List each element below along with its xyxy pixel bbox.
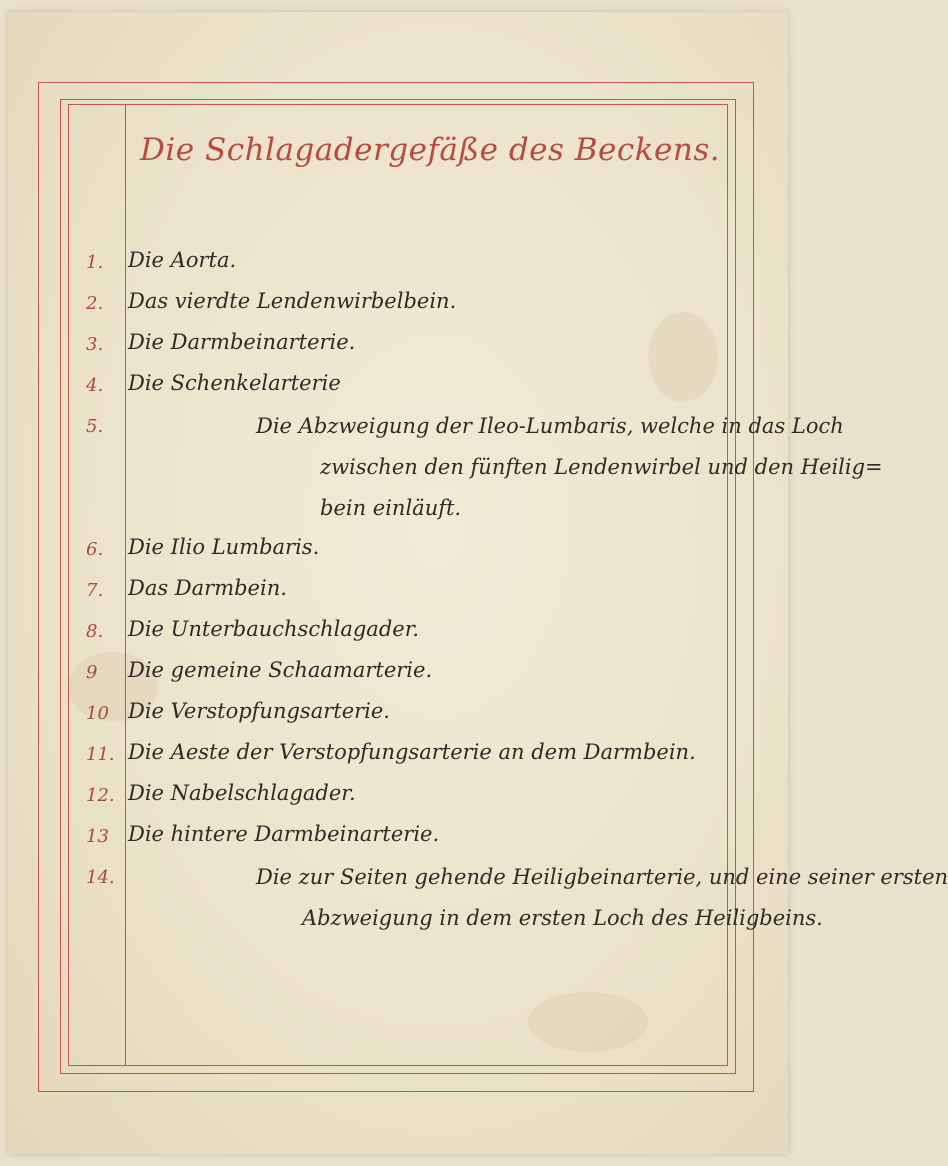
list-item [0, 615, 800, 656]
entry-text [128, 248, 236, 272]
entry-number: 8. [86, 621, 104, 642]
list-item [0, 533, 800, 574]
entry-text [128, 822, 439, 846]
list-item [0, 656, 800, 697]
list-item [0, 574, 800, 615]
entry-continuation-line: Abzweigung in dem ersten Loch des Heiligbeins. [302, 906, 823, 930]
entry-number: 10 [86, 703, 109, 724]
entry-line: Die hintere Darmbeinarterie. [128, 822, 440, 846]
entry-number: 14. [86, 867, 115, 888]
entry-line: Die Ilio Lumbaris. [128, 535, 320, 559]
entry-text [128, 289, 456, 313]
entry-line: Die Verstopfungsarterie. [128, 699, 390, 723]
entry-text [128, 699, 390, 723]
entry-line: Die Nabelschlagader. [128, 781, 356, 805]
list-item [0, 328, 800, 369]
entry-number: 12. [86, 785, 115, 806]
entry-line: Die Darmbeinarterie. [128, 330, 356, 354]
entry-number: 7. [86, 580, 104, 601]
entry-text [128, 658, 432, 682]
list-item [0, 410, 883, 533]
entry-line: Die Abzweigung der Ileo-Lumbaris, welche in das Loch [256, 414, 844, 438]
entry-text [128, 371, 341, 395]
entry-text [256, 406, 928, 529]
entry-number: 3. [86, 334, 104, 355]
entry-text [128, 781, 356, 805]
entry-number: 9 [86, 662, 98, 683]
entry-number: 11. [86, 744, 115, 765]
entry-line: Das vierdte Lendenwirbelbein. [128, 289, 457, 313]
entry-number: 4. [86, 375, 104, 396]
entry-number: 13 [86, 826, 109, 847]
entry-line: Das Darmbein. [128, 576, 287, 600]
list-item [0, 820, 800, 861]
page-title: Die Schlagadergefäße des Beckens. [140, 132, 721, 168]
entry-line: Die Aeste der Verstopfungsarterie an dem Darmbein. [128, 740, 696, 764]
entry-number: 2. [86, 293, 104, 314]
entry-number: 1. [86, 252, 104, 273]
list-item [0, 287, 800, 328]
list-item [0, 861, 948, 943]
entry-line: Die Schenkelarterie [128, 371, 341, 395]
entry-line: Die zur Seiten gehende Heiligbeinarterie, und eine seiner ersten [256, 865, 948, 889]
entry-line: Die Aorta. [128, 248, 237, 272]
list-item [0, 246, 800, 287]
entry-text [128, 535, 319, 559]
entry-text [128, 330, 355, 354]
list-item [0, 738, 800, 779]
entry-continuation-line: zwischen den fünften Lendenwirbel und den Heilig= [320, 455, 883, 479]
entry-list [0, 246, 948, 943]
entry-line: Die Unterbauchschlagader. [128, 617, 420, 641]
entry-number: 5. [86, 416, 104, 437]
list-item [0, 369, 800, 410]
entry-continuation-line: bein einläuft. [320, 496, 462, 520]
entry-text [128, 740, 696, 764]
entry-line: Die gemeine Schaamarterie. [128, 658, 433, 682]
entry-number: 6. [86, 539, 104, 560]
entry-text [128, 576, 287, 600]
entry-text [128, 617, 419, 641]
list-item [0, 697, 800, 738]
entry-text [256, 857, 948, 939]
list-item [0, 779, 800, 820]
